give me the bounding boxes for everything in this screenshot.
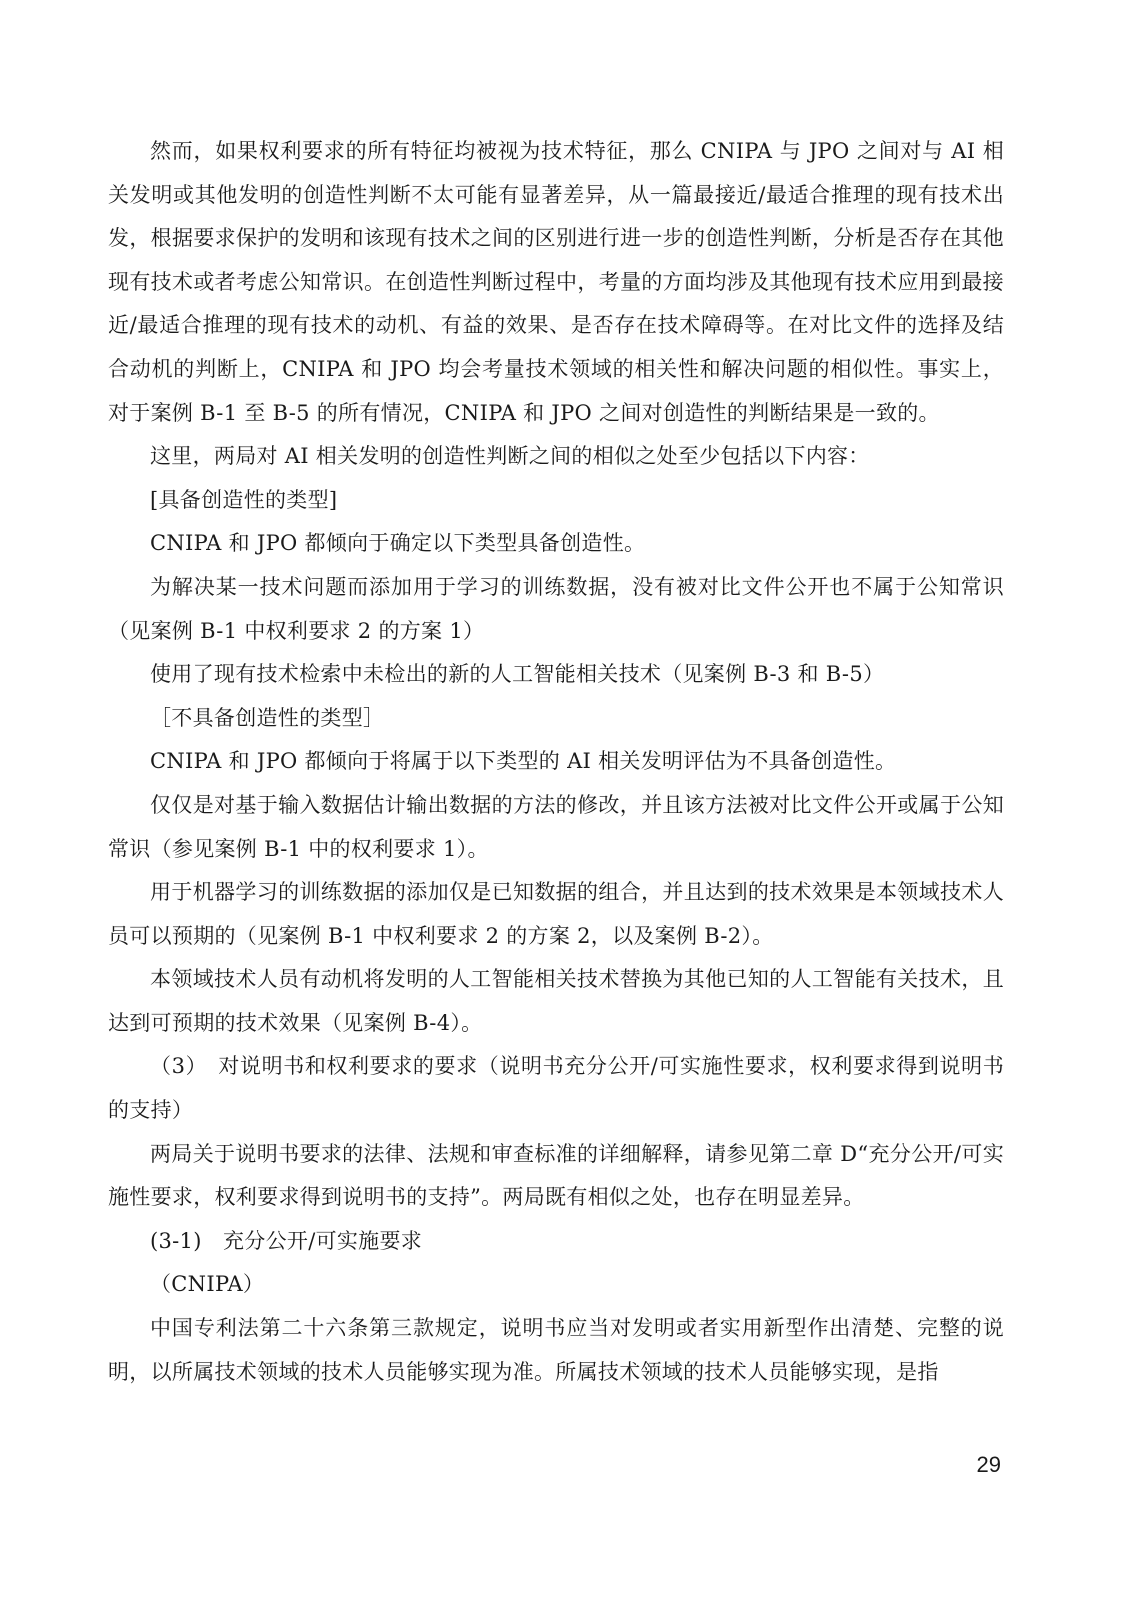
paragraph-section-3-intro: 两局关于说明书要求的法律、法规和审查标准的详细解释，请参见第二章 D“充分公开/可实施性要求，权利要求得到说明书的支持”。两局既有相似之处，也存在明显差异。 — [108, 1141, 1004, 1210]
document-body — [108, 130, 1004, 1394]
paragraph-inventive-type-1: 为解决某一技术问题而添加用于学习的训练数据，没有被对比文件公开也不属于公知常识（见案例 B-1 中权利要求 2 的方案 1） — [108, 574, 1004, 643]
heading-section-3-1: (3-1) 充分公开/可实施要求 — [150, 1228, 423, 1253]
paragraph-non-inventive-intro: CNIPA 和 JPO 都倾向于将属于以下类型的 AI 相关发明评估为不具备创造性。 — [150, 749, 897, 774]
heading-non-inventive-types: ［不具备创造性的类型］ — [150, 705, 385, 730]
paragraph-inventive-type-2: 使用了现有技术检索中未检出的新的人工智能相关技术（见案例 B-3 和 B-5） — [150, 662, 885, 687]
paragraph-non-inventive-type-1: 仅仅是对基于输入数据估计输出数据的方法的修改，并且该方法被对比文件公开或属于公知常识（参见案例 B-1 中的权利要求 1）。 — [108, 792, 1004, 861]
heading-inventive-types: [具备创造性的类型] — [150, 487, 338, 512]
paragraph-inventive-step-comparison: 然而，如果权利要求的所有特征均被视为技术特征，那么 CNIPA 与 JPO 之间对与 AI 相关发明或其他发明的创造性判断不太可能有显著差异，从一篇最接近/最适合推理的现有技术出发，根据要求保护的发明和该现有技术之间的区别进行进一步的创造性判断，分析是否存在其他现有技术或者考虑公知常识。在创造性判断过程中，考量的方面均涉及其他现有技术应用到最接近/最适合推理的现有技术的动机、有益的效果、是否存在技术障碍等。在对比文件的选择及结合动机的判断上，CNIPA 和 JPO 均会考量技术领域的相关性和解决问题的相似性。事实上，对于案例 B-1 至 B-5 的所有情况，CNIPA 和 JPO 之间对创造性的判断结果是一致的。 — [108, 139, 1004, 425]
paragraph-patent-law-article-26: 中国专利法第二十六条第三款规定，说明书应当对发明或者实用新型作出清楚、完整的说明，以所属技术领域的技术人员能够实现为准。所属技术领域的技术人员能够实现，是指 — [108, 1316, 1004, 1384]
page-number: 29 — [976, 1452, 1001, 1477]
paragraph-non-inventive-type-2: 用于机器学习的训练数据的添加仅是已知数据的组合，并且达到的技术效果是本领域技术人员可以预期的（见案例 B-1 中权利要求 2 的方案 2，以及案例 B-2）。 — [108, 880, 1004, 948]
paragraph-similarities-intro: 这里，两局对 AI 相关发明的创造性判断之间的相似之处至少包括以下内容： — [150, 444, 870, 469]
paragraph-non-inventive-type-3: 本领域技术人员有动机将发明的人工智能相关技术替换为其他已知的人工智能有关技术，且达到可预期的技术效果（见案例 B-4）。 — [108, 967, 1004, 1035]
heading-section-3: （3） 对说明书和权利要求的要求（说明书充分公开/可实施性要求，权利要求得到说明书的支持） — [108, 1054, 1004, 1123]
paragraph-inventive-types-intro: CNIPA 和 JPO 都倾向于确定以下类型具备创造性。 — [150, 531, 646, 556]
heading-cnipa: （CNIPA） — [150, 1272, 265, 1297]
